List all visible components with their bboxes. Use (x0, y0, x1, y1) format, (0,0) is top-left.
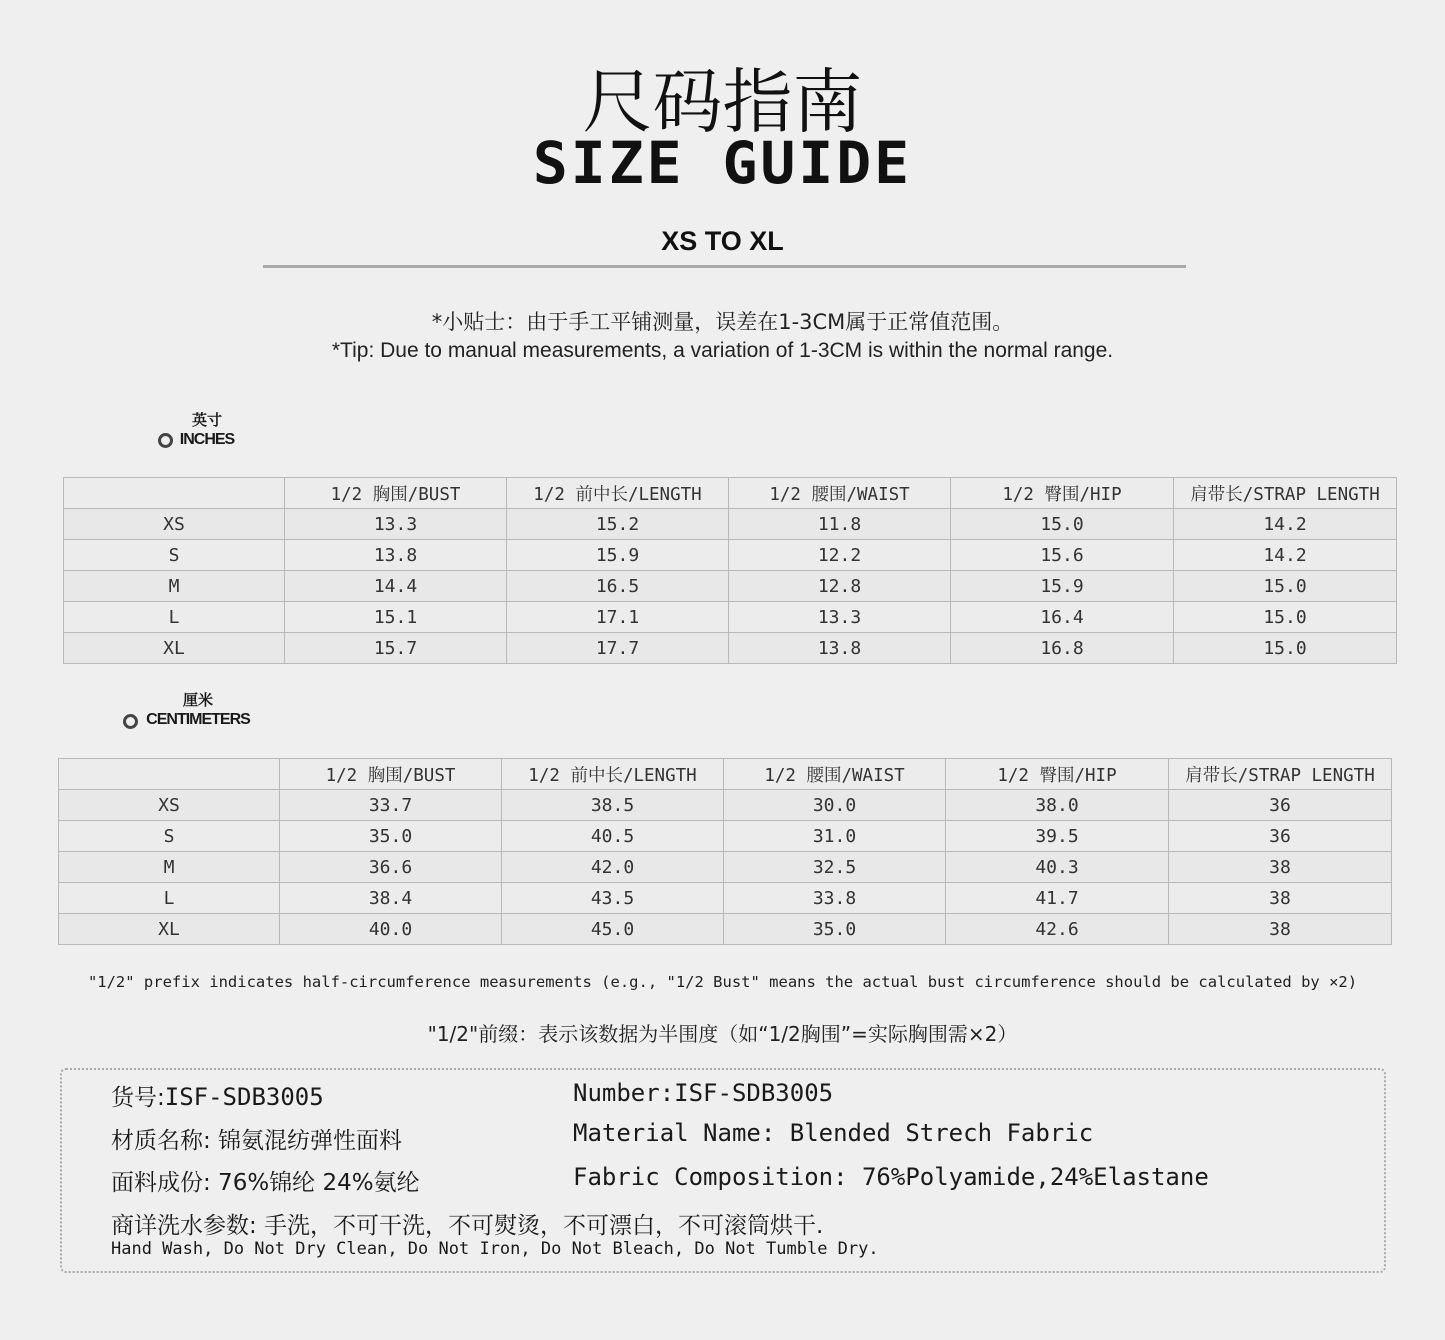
table-row (59, 821, 1392, 852)
table-row (64, 540, 1397, 571)
measurement-cell: 14.2 (1174, 509, 1397, 540)
measurement-cell: 41.7 (946, 883, 1169, 914)
inches-radio-icon[interactable] (158, 433, 173, 448)
measurement-cell: 15.7 (285, 633, 507, 664)
measurement-cell: 16.8 (951, 633, 1174, 664)
measurement-cell: 33.7 (280, 790, 502, 821)
size-label-cell: XS (64, 509, 285, 540)
size-label-cell: L (64, 602, 285, 633)
measurement-cell: 14.2 (1174, 540, 1397, 571)
size-label-cell: S (59, 821, 280, 852)
measurement-cell: 45.0 (502, 914, 724, 945)
centimeters-label-cn: 厘米 (182, 691, 213, 709)
table-row (64, 633, 1397, 664)
measurement-cell: 15.2 (507, 509, 729, 540)
header-cell: 1/2 臀围/HIP (951, 478, 1174, 509)
measurement-cell: 35.0 (280, 821, 502, 852)
inches-label-en: INCHES (179, 431, 235, 448)
header-cell-size (64, 478, 285, 509)
measurement-cell: 17.7 (507, 633, 729, 664)
size-label-cell: L (59, 883, 280, 914)
measurement-cell: 13.8 (285, 540, 507, 571)
page-title-cn: 尺码指南 (582, 61, 863, 143)
product-number-cn (111, 1079, 324, 1112)
measurement-cell: 39.5 (946, 821, 1169, 852)
size-label-cell: M (59, 852, 280, 883)
material-name-cn: 材质名称: 锦氨混纺弹性面料 (111, 1128, 403, 1154)
centimeters-size-table (58, 758, 1392, 945)
header-cell: 1/2 前中长/LENGTH (502, 759, 724, 790)
measurement-cell: 30.0 (724, 790, 946, 821)
tip-cn: *小贴士：由于手工平铺测量，误差在1-3CM属于正常值范围。 (431, 310, 1014, 334)
table-row (64, 509, 1397, 540)
measurement-cell: 33.8 (724, 883, 946, 914)
measurement-cell: 12.8 (729, 571, 951, 602)
measurement-cell: 36.6 (280, 852, 502, 883)
measurement-cell: 15.0 (951, 509, 1174, 540)
table-header-row (59, 759, 1392, 790)
measurement-cell: 36 (1169, 790, 1392, 821)
measurement-cell: 38 (1169, 914, 1392, 945)
divider (263, 265, 1186, 268)
table-row (64, 602, 1397, 633)
measurement-cell: 15.9 (951, 571, 1174, 602)
measurement-cell: 38.4 (280, 883, 502, 914)
header-cell: 1/2 前中长/LENGTH (507, 478, 729, 509)
header-cell: 1/2 胸围/BUST (285, 478, 507, 509)
table-header-row (64, 478, 1397, 509)
inches-unit-label (172, 410, 242, 450)
measurement-cell: 13.3 (729, 602, 951, 633)
header-cell: 1/2 腰围/WAIST (729, 478, 951, 509)
care-instructions-cn: 商详洗水参数: 手洗，不可干洗，不可熨烫，不可漂白，不可滚筒烘干. (111, 1213, 824, 1239)
measurement-cell: 13.3 (285, 509, 507, 540)
measurement-cell: 43.5 (502, 883, 724, 914)
table-row (64, 571, 1397, 602)
measurement-cell: 15.9 (507, 540, 729, 571)
care-instructions-en: Hand Wash, Do Not Dry Clean, Do Not Iron, Do Not Bleach, Do Not Tumble Dry. (111, 1239, 879, 1259)
fabric-composition-en: Fabric Composition: 76%Polyamide,24%Elastane (573, 1163, 1209, 1191)
half-measure-note-cn: "1/2"前缀：表示该数据为半围度（如“1/2胸围”=实际胸围需×2） (427, 1022, 1018, 1046)
size-label-cell: M (64, 571, 285, 602)
size-label-cell: XS (59, 790, 280, 821)
tip-en: *Tip: Due to manual measurements, a variation of 1-3CM is within the normal range. (331, 339, 1114, 362)
table-row (59, 852, 1392, 883)
page-title-en: SIZE GUIDE (532, 129, 913, 197)
material-name-en: Material Name: Blended Strech Fabric (573, 1119, 1094, 1147)
measurement-cell: 35.0 (724, 914, 946, 945)
product-number-en-value: ISF-SDB3005 (674, 1079, 834, 1107)
measurement-cell: 17.1 (507, 602, 729, 633)
header-cell: 肩带长/STRAP LENGTH (1174, 478, 1397, 509)
measurement-cell: 15.0 (1174, 602, 1397, 633)
measurement-cell: 38.5 (502, 790, 724, 821)
size-label-cell: XL (64, 633, 285, 664)
measurement-cell: 15.0 (1174, 571, 1397, 602)
product-number-cn-label: 货号: (111, 1085, 165, 1111)
measurement-cell: 36 (1169, 821, 1392, 852)
measurement-cell: 40.5 (502, 821, 724, 852)
centimeters-unit-label (146, 690, 250, 730)
centimeters-radio-icon[interactable] (123, 714, 138, 729)
product-number-cn-value: ISF-SDB3005 (164, 1083, 324, 1111)
measurement-cell: 40.3 (946, 852, 1169, 883)
size-range: XS TO XL (661, 226, 784, 256)
measurement-cell: 15.1 (285, 602, 507, 633)
header-cell: 肩带长/STRAP LENGTH (1169, 759, 1392, 790)
measurement-cell: 11.8 (729, 509, 951, 540)
fabric-composition-cn: 面料成份: 76%锦纶 24%氨纶 (111, 1170, 420, 1196)
measurement-cell: 38 (1169, 852, 1392, 883)
measurement-cell: 32.5 (724, 852, 946, 883)
measurement-cell: 16.5 (507, 571, 729, 602)
size-label-cell: XL (59, 914, 280, 945)
header-cell: 1/2 腰围/WAIST (724, 759, 946, 790)
measurement-cell: 38 (1169, 883, 1392, 914)
size-label-cell: S (64, 540, 285, 571)
measurement-cell: 15.6 (951, 540, 1174, 571)
inches-size-table (63, 477, 1397, 664)
centimeters-label-en: CENTIMETERS (146, 711, 250, 728)
header-cell: 1/2 臀围/HIP (946, 759, 1169, 790)
measurement-cell: 15.0 (1174, 633, 1397, 664)
table-row (59, 914, 1392, 945)
product-number-en (573, 1079, 833, 1107)
measurement-cell: 12.2 (729, 540, 951, 571)
measurement-cell: 14.4 (285, 571, 507, 602)
measurement-cell: 38.0 (946, 790, 1169, 821)
table-row (59, 790, 1392, 821)
measurement-cell: 31.0 (724, 821, 946, 852)
measurement-cell: 42.0 (502, 852, 724, 883)
measurement-cell: 40.0 (280, 914, 502, 945)
header-cell: 1/2 胸围/BUST (280, 759, 502, 790)
inches-label-cn: 英寸 (191, 411, 222, 429)
half-measure-note-en: "1/2" prefix indicates half-circumference measurements (e.g., "1/2 Bust" means the actual bust circumference should be calculated by ×2) (87, 973, 1358, 991)
header-cell-size (59, 759, 280, 790)
measurement-cell: 16.4 (951, 602, 1174, 633)
product-number-en-label: Number: (573, 1079, 675, 1107)
measurement-cell: 13.8 (729, 633, 951, 664)
measurement-cell: 42.6 (946, 914, 1169, 945)
table-row (59, 883, 1392, 914)
